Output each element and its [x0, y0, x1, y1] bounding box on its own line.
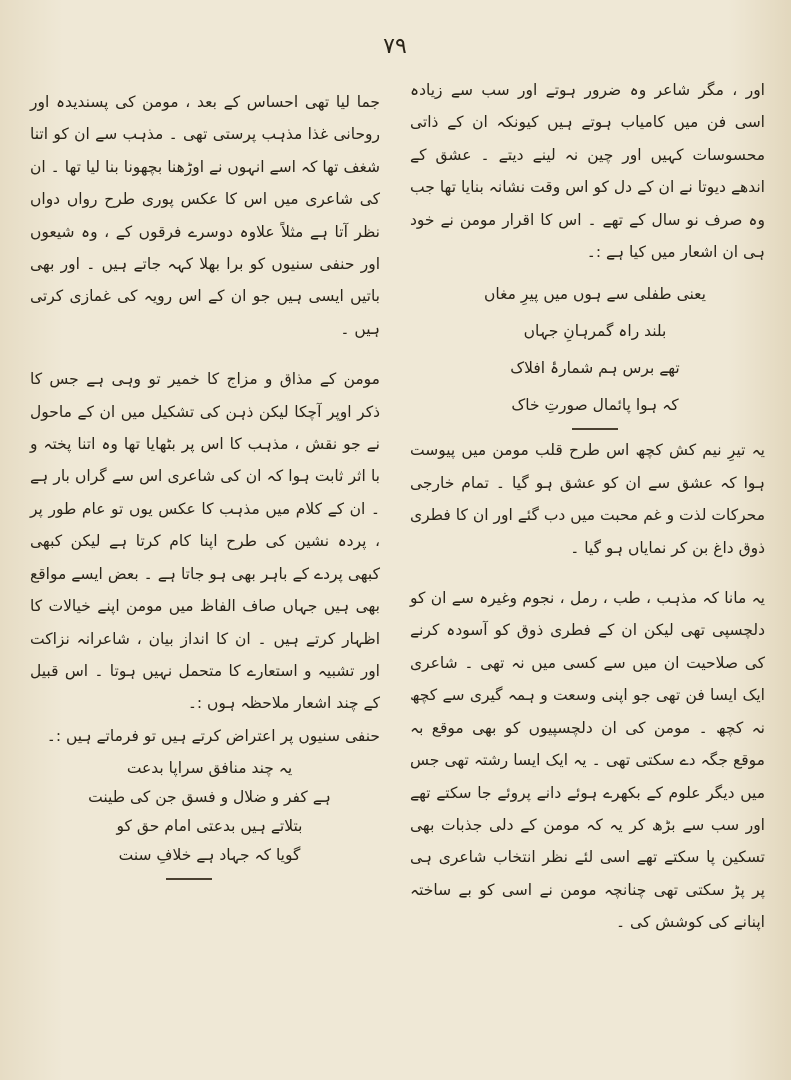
left-paragraph-3: حنفی سنیوں پر اعتراض کرتے ہیں تو فرماتے ہیں :۔ [46, 726, 380, 745]
verse-line: بلند راہ گمرہانِ جہاں [523, 322, 667, 341]
verse-line: گویا کہ جہاد ہے خلافِ سنت [118, 846, 301, 865]
verse-line: یعنی طفلی سے ہوں میں پیرِ مغاں [484, 285, 706, 304]
right-paragraph-1: اور ، مگر شاعر وہ ضرور ہوتے اور سب سے زیادہ اسی فن میں کامیاب ہوتے ہیں کیونکہ ان کے ذاتی محسوسات کہیں اور چین نہ لینے دیتے ۔ عشق کے اندھے دیوتا نے ان کے دل کو اس وقت نشانہ بنایا تھا جب وہ صرف نو سال کے تھے ۔ اس کا اقرار مومن نے خود ہی ان اشعار میں کیا ہے :۔ [410, 81, 765, 262]
section-divider [572, 428, 618, 430]
verse-block-left [57, 754, 362, 880]
page-number: ۷۹ [383, 34, 407, 59]
section-divider [166, 878, 212, 880]
verse-line: یہ چند منافق سراپا بدعت [126, 759, 293, 778]
verse-line: تھے برس ہم شمارۂ افلاک [510, 359, 680, 378]
left-paragraph-1: جما لیا تھی احساس کے بعد ، مومن کی پسندیدہ اور روحانی غذا مذہب پرستی تھی ۔ مذہب سے ان کو اتنا شغف تھا کہ اسے انہوں نے اوڑھنا بچھونا بنا لیا تھا ۔ ان کی شاعری میں اس کا عکس پوری طرح رواں دواں نظر آتا ہے مثلاً علاوہ دوسرے فرقوں کے ، وہ شیعوں اور حنفی سنیوں کو برا بھلا کہہ جاتے ہیں ۔ اور بھی باتیں ایسی ہیں جو ان کے اس رویہ کی غمازی کرتی ہیں ۔ [30, 93, 380, 338]
verse-line: کہ ہوا پائمال صورتِ خاک [511, 396, 679, 415]
left-column [30, 86, 380, 880]
verse-line: ہے کفر و ضلال و فسق جن کی طینت [88, 788, 331, 807]
verse-line: بتلاتے ہیں بدعتی امام حق کو [116, 817, 303, 836]
left-paragraph-2: مومن کے مذاق و مزاج کا خمیر تو وہی ہے جس کا ذکر اوپر آچکا لیکن ذہن کی تشکیل میں ان کے ماحول نے جو نقش ، مذہب کا اس پر بٹھایا تھا وہ اتنا پختہ و با اثر ثابت ہوا کہ ان کی شاعری اس سے گراں بار ہے ۔ ان کے کلام میں مذہب کا عکس یوں تو عام طور پر ، پردہ نشین کی طرح اپنا کام کرتا ہے لیکن کبھی کبھی پردے کے باہر بھی ہو جاتا ہے ۔ بعض ایسے مواقع بھی ہیں جہاں صاف الفاظ میں مومن اپنے خیالات کا اظہار کرتے ہیں ۔ ان کا انداز بیان ، شاعرانہ نزاکت اور تشبیہ و استعارے کا متحمل نہیں ہوتا ۔ اس قبیل کے چند اشعار ملاحظہ ہوں :۔ [30, 370, 380, 713]
verse-block-right [445, 276, 745, 430]
right-paragraph-2: یہ تیرِ نیم کش کچھ اس طرح قلب مومن میں پیوست ہوا کہ عشق سے ان کو عشق ہو گیا ۔ تمام خارجی محرکات لذت و غم محبت میں دب گئے اور ان کا فطری ذوق داغ بن کر نمایاں ہو گیا ۔ [410, 441, 765, 557]
right-paragraph-3: یہ مانا کہ مذہب ، طب ، رمل ، نجوم وغیرہ سے ان کو دلچسپی تھی لیکن ان کے فطری ذوق کو آسودہ کرنے کی صلاحیت ان میں سے کسی میں نہ تھی ۔ شاعری ایک ایسا فن تھی جو اپنی وسعت و ہمہ گیری سے کچھ نہ کچھ ۔ مومن کی ان دلچسپیوں کو بھی موقع بہ موقع جگہ دے سکتی تھی ۔ یہ ایک ایسا رشتہ تھی جس میں دیگر علوم کے بکھرے ہوئے دانے پروئے جا سکتے تھے اور سب سے بڑھ کر یہ کہ مومن کے دلی جذبات بھی تسکین پا سکتے تھے اسی لئے نظر انتخاب شاعری ہی پر پڑ سکتی تھی چنانچہ مومن نے اسی کو بے ساختہ اپنانے کی کوشش کی ۔ [410, 589, 765, 932]
right-column [410, 74, 765, 939]
